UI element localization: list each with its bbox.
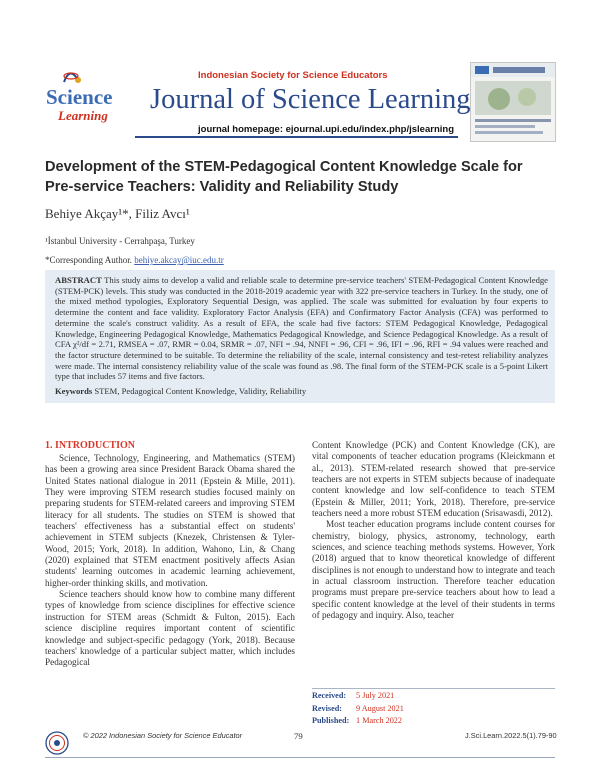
citation: J.Sci.Learn.2022.5(1).79-90 bbox=[465, 731, 557, 740]
header-rule bbox=[135, 136, 458, 138]
page-number: 79 bbox=[294, 731, 303, 741]
body-paragraph: Science, Technology, Engineering, and Mathematics (STEM) has been a growing area since President Barack Obama shared the United States national dialogue in 2011 (Epstein & Mille, 2011). They were improving STEM research studies focused mainly on preparing students for STEM-related careers and improving STEM literacy for all students. The studies on STEM is showed that teachers' effectiveness has a substantial effect on students' achievement in STEM subjects (Knezek, Christensen & Tyler-Wood, 2015; York, 2018). In addition, Wahono, Lin, & Chang (2020) explained that STEM enactment positively affects Asian students' learning outcomes in academic learning achievement, higher-order thinking skills, and motivation. bbox=[45, 453, 295, 588]
date-label: Received: bbox=[312, 691, 347, 700]
journal-homepage-link[interactable]: journal homepage: ejournal.upi.edu/index.php/jslearning bbox=[198, 124, 454, 135]
date-label: Revised: bbox=[312, 703, 343, 713]
body-column-left bbox=[45, 453, 295, 669]
abstract bbox=[55, 275, 548, 382]
date-label: Published: bbox=[312, 716, 350, 725]
author-affiliation: ¹İstanbul University - Cerrahpaşa, Turkey bbox=[45, 236, 195, 246]
keywords-label: Keywords bbox=[55, 386, 93, 396]
abstract-text: This study aims to develop a valid and reliable scale to determine pre-service teachers' STEM-Pedagogical Content Knowledge (STEM-PCK) levels. This study was conducted in the 2018-2019 academic year with 322 pre-service teachers in Turkey. In the study, one of the mixed method typologies, Exploratory Sequential Design, was applied. The scale was submitted for evaluation by four experts to determine the content and face validity. Exploratory Factor Analysis (EFA) and Confirmatory Factor Analysis (CFA) was performed to determine the scale's construct validity. As a result of EFA, the scale had five factors: STEM Pedagogical Knowledge, Pedagogical Knowledge, Engineering Pedagogical Knowledge, Mathematics Pedagogical Knowledge, and Science Pedagogical Knowledge. As a result of CFA χ²/df = 2.71, RMSEA = .07, RMR = 0.04, SRMR = .07, NFI = .94, NNFI = .96, CFI = .96, IFI = .96, RFI = .94 values were reached and the factor structure determined to be suitable. To determine the reliability of the scale, internal consistency and test-retest reliability analyzes were made. The internal consistency reliability value of the scale was found as .98. The final form of the STEM-PCK scale is a 5-point Likert type that includes 57 items and five factors. bbox=[55, 275, 548, 382]
date-value: 9 August 2021 bbox=[356, 703, 404, 713]
date-value: 5 July 2021 bbox=[356, 691, 395, 700]
abstract-label: ABSTRACT bbox=[55, 275, 102, 285]
date-received bbox=[312, 690, 555, 703]
journal-logo bbox=[44, 64, 140, 130]
logo-word-learning: Learning bbox=[58, 108, 108, 123]
society-name: Indonesian Society for Science Educators bbox=[198, 70, 388, 81]
logo-word-science: Science bbox=[46, 85, 113, 109]
keywords bbox=[55, 386, 306, 396]
cover-image bbox=[471, 63, 555, 141]
dates-rule bbox=[312, 688, 555, 689]
date-published bbox=[312, 715, 555, 728]
date-value: 1 March 2022 bbox=[356, 716, 402, 725]
corresponding-label: *Corresponding Author. bbox=[45, 255, 132, 265]
copyright-notice: © 2022 Indonesian Society for Science Educator bbox=[83, 731, 243, 740]
article-dates bbox=[312, 690, 555, 728]
keywords-list: STEM, Pedagogical Content Knowledge, Validity, Reliability bbox=[94, 386, 307, 396]
body-column-right bbox=[312, 440, 555, 622]
article-title: Development of the STEM-Pedagogical Content Knowledge Scale for Pre-service Teachers: Validity and Reliability Study bbox=[45, 159, 523, 195]
corresponding-author bbox=[45, 255, 224, 265]
date-revised bbox=[312, 703, 555, 716]
society-seal-icon bbox=[45, 731, 69, 755]
body-paragraph: Science teachers should know how to combine many different types of knowledge from science disciplines for effective science instruction for STEM areas (Schmidt & Fulton, 2015). Each science discipline requires important content of scientific knowledge and subject-specific pedagogy (York, 2018). Because teachers' knowledge of a particular subject matter, which includes Pedagogical bbox=[45, 589, 295, 668]
body-paragraph: Most teacher education programs include content courses for chemistry, biology, physics, astronomy, technology, earth sciences, and science teaching methods systems. However, York (2018) argued that to know theoretical knowledge of different disciplines is not enough to understand how to integrate and teach in actual classroom instruction. Therefore teacher education programs must prepare pre-service teachers about how to lead a specific content knowledge at the level of their students in terms of pedagogy and inquiry. Also, teacher bbox=[312, 519, 555, 621]
body-paragraph: Content Knowledge (PCK) and Content Knowledge (CK), are vital components of teacher education programs (Kleickmann et al., 2013). STEM-related research showed that pre-service teachers are not experts in STEM subjects because of inadequate content knowledge and low self-confidence to teach STEM (Epstein & Miller, 2011; York, 2018). Therefore, pre-service teachers need a more robust STEM education (Srisawasdi, 2012). bbox=[312, 440, 555, 519]
footer-rule bbox=[45, 757, 555, 758]
journal-cover-thumbnail bbox=[470, 62, 556, 142]
section-heading-introduction: 1. INTRODUCTION bbox=[45, 440, 136, 451]
journal-title: Journal of Science Learning bbox=[150, 84, 471, 115]
author-list: Behiye Akçay¹*, Filiz Avcı¹ bbox=[45, 206, 190, 221]
corresponding-email-link[interactable]: behiye.akcay@iuc.edu.tr bbox=[134, 255, 224, 265]
